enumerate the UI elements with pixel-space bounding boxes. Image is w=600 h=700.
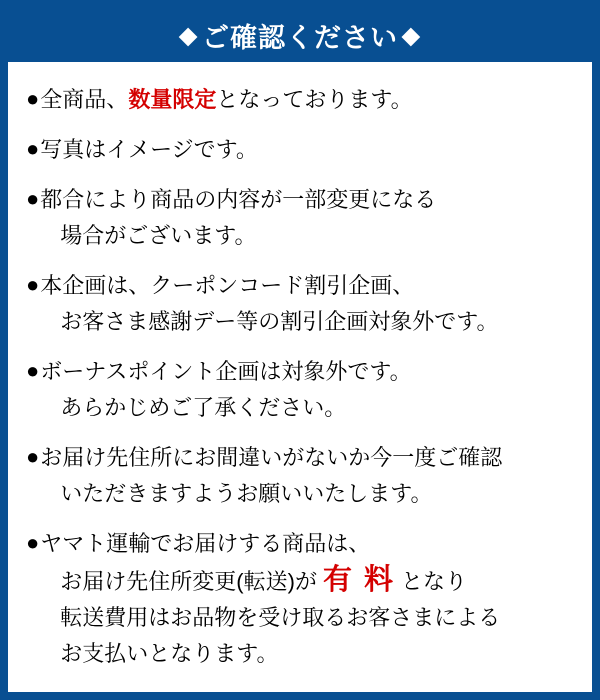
text-segment: 写真はイメージです。 <box>40 137 258 162</box>
list-item-text <box>40 182 574 254</box>
list-item-line <box>40 82 574 118</box>
text-segment: 転送費用はお品物を受け取るお客さまによる <box>60 605 501 630</box>
text-segment: 都合により商品の内容が一部変更になる <box>40 187 437 212</box>
page-title: ご確認ください <box>202 22 398 53</box>
list-item-line <box>40 440 574 476</box>
highlight-text: 数量限定 <box>128 87 217 112</box>
list-item-text <box>40 268 574 340</box>
list-item-line <box>40 354 574 390</box>
bullet-icon: ● <box>26 272 40 297</box>
list-item <box>8 354 592 426</box>
bullet-icon: ● <box>26 530 40 555</box>
list-item-line <box>40 526 574 562</box>
list-item <box>8 182 592 254</box>
list-item <box>8 268 592 340</box>
list-item <box>8 82 592 118</box>
text-segment: となり <box>401 569 468 594</box>
list-item-text <box>40 354 574 426</box>
list-item <box>8 440 592 512</box>
bullet-icon: ● <box>26 186 40 211</box>
highlight-text: 有 料 <box>322 564 396 596</box>
list-item <box>8 526 592 672</box>
list-item-line <box>40 476 574 512</box>
diamond-right-icon: ◆ <box>402 21 421 48</box>
list-item-line <box>40 268 574 304</box>
list-item-line <box>40 636 574 672</box>
text-segment: となっております。 <box>216 87 413 112</box>
text-segment: 本企画は、クーポンコード割引企画、 <box>40 273 415 298</box>
text-segment: ボーナスポイント企画は対象外です。 <box>40 359 412 384</box>
notice-list <box>8 62 592 672</box>
bullet-icon: ● <box>26 358 40 383</box>
list-item-text <box>40 440 574 512</box>
list-item-text <box>40 82 574 118</box>
list-item-line <box>40 218 574 254</box>
bullet-icon: ● <box>26 136 40 161</box>
list-item-text <box>40 132 574 168</box>
text-segment: ヤマト運輸でお届けする商品は、 <box>40 531 371 556</box>
list-item-line <box>40 304 574 340</box>
list-item <box>8 132 592 168</box>
text-segment: お支払いとなります。 <box>60 641 279 666</box>
text-segment: 全商品、 <box>40 87 129 112</box>
text-segment: お届け先住所変更(転送)が <box>60 569 317 594</box>
bullet-icon: ● <box>26 444 40 469</box>
banner-header <box>8 8 592 62</box>
list-item-line <box>40 562 574 600</box>
text-segment: お届け先住所にお間違いがないか今一度ご確認 <box>40 445 503 470</box>
list-item-text <box>40 526 574 672</box>
bullet-icon: ● <box>26 86 40 111</box>
text-segment: あらかじめご了承ください。 <box>60 395 347 420</box>
diamond-left-icon: ◆ <box>179 21 198 48</box>
text-segment: いただきますようお願いいたします。 <box>60 481 433 506</box>
list-item-line <box>40 132 574 168</box>
text-segment: お客さま感謝デー等の割引企画対象外です。 <box>60 309 499 334</box>
list-item-line <box>40 390 574 426</box>
text-segment: 場合がございます。 <box>60 223 257 248</box>
list-item-line <box>40 182 574 218</box>
list-item-line <box>40 600 574 636</box>
